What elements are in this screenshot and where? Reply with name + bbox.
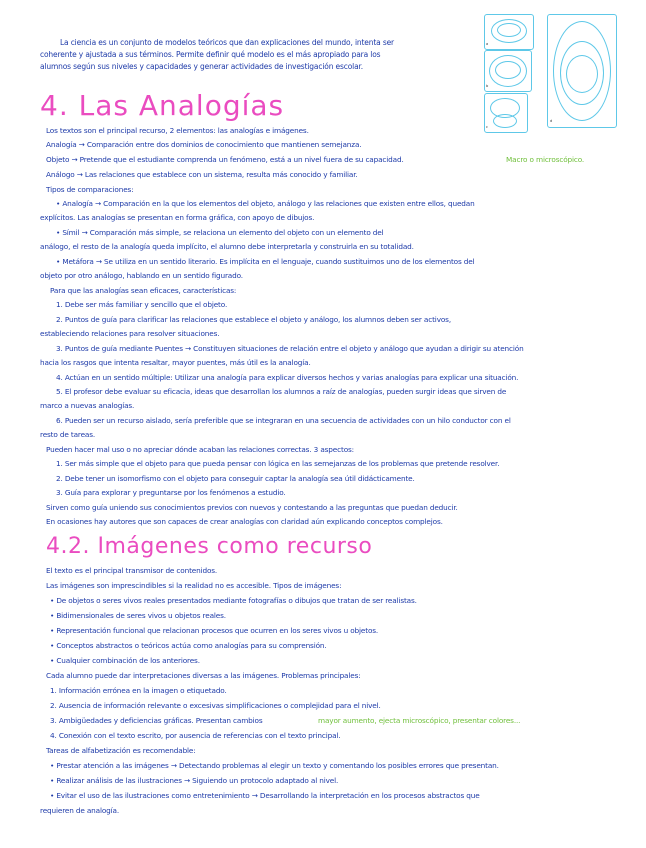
- text-line: • Representación funcional que relacionan procesos que ocurren en los seres vivos u objetos.: [50, 626, 379, 635]
- intro-line: coherente y ajustada a sus términos. Permite definir qué modelo es el más apropiado para los: [40, 50, 381, 59]
- text-line: 1. Ser más simple que el objeto para que pueda pensar con lógica en las semejanzas de los problemas que pretende resolver.: [56, 459, 500, 468]
- text-line: resto de tareas.: [40, 430, 96, 439]
- figure-panel-c: c: [484, 93, 528, 133]
- section-title: 4. Las Analogías: [40, 89, 285, 122]
- text-line: marco a nuevas analogías.: [40, 401, 135, 410]
- text-line: Macro o microscópico.: [506, 155, 585, 164]
- text-line: 5. El profesor debe evaluar su eficacia, ideas que desarrollan los alumnos a raíz de analogías, pueden surgir ideas que sirven de: [56, 387, 507, 396]
- text-line: explícitos. Las analogías se presentan en forma gráfica, con apoyo de dibujos.: [40, 213, 315, 222]
- text-line: Tareas de alfabetización es recomendable:: [46, 746, 196, 755]
- text-line: Sirven como guía uniendo sus conocimientos previos con nuevos y contestando a las preguntas que puedan deducir.: [46, 503, 458, 512]
- text-line: Pueden hacer mal uso o no apreciar dónde acaban las relaciones correctas. 3 aspectos:: [46, 445, 354, 454]
- text-line: 4. Actúan en un sentido múltiple: Utilizar una analogía para explicar diversos hechos y varias analogías para explicar una situación.: [56, 373, 519, 382]
- text-line: requieren de analogía.: [40, 806, 120, 815]
- text-line: • Símil → Comparación más simple, se relaciona un elemento del objeto con un elemento del: [56, 228, 384, 237]
- figure-panel-b: b: [484, 50, 532, 92]
- text-line: 3. Puntos de guía mediante Puentes → Constituyen situaciones de relación entre el objeto y análogo que ayudan a dirigir su atención: [56, 344, 524, 353]
- text-line: 1. Información errónea en la imagen o etiquetado.: [50, 686, 227, 695]
- text-line: 2. Debe tener un isomorfismo con el objeto para conseguir captar la analogía sea útil didácticamente.: [56, 474, 415, 483]
- text-line: Análogo → Las relaciones que establece con un sistema, resulta más conocido y familiar.: [46, 170, 358, 179]
- text-line: Cada alumno puede dar interpretaciones diversas a las imágenes. Problemas principales:: [46, 671, 361, 680]
- text-line: estableciendo relaciones para resolver situaciones.: [40, 329, 220, 338]
- text-line: Analogía → Comparación entre dos dominios de conocimiento que mantienen semejanza.: [46, 140, 362, 149]
- text-line: • Analogía → Comparación en la que los elementos del objeto, análogo y las relaciones que existen entre ellos, quedan: [56, 199, 475, 208]
- text-line: Para que las analogías sean eficaces, características:: [50, 286, 237, 295]
- text-line: • De objetos o seres vivos reales presentados mediante fotografías o dibujos que tratan de ser realistas.: [50, 596, 417, 605]
- text-line: Tipos de comparaciones:: [46, 185, 134, 194]
- text-line: • Metáfora → Se utiliza en un sentido literario. Es implícita en el lenguaje, cuando sustituimos uno de los elementos del: [56, 257, 475, 266]
- text-line: Las imágenes son imprescindibles si la realidad no es accesible. Tipos de imágenes:: [46, 581, 342, 590]
- text-line: 1. Debe ser más familiar y sencillo que el objeto.: [56, 300, 228, 309]
- text-line: • Cualquier combinación de los anteriores.: [50, 656, 200, 665]
- text-line: • Conceptos abstractos o teóricos actúa como analogías para su comprensión.: [50, 641, 327, 650]
- text-line: 4. Conexión con el texto escrito, por ausencia de referencias con el texto principal.: [50, 731, 341, 740]
- text-line: análogo, el resto de la analogía queda implícito, el alumno debe interpretarla y construirla en su totalidad.: [40, 242, 414, 251]
- text-line: • Realizar análisis de las ilustraciones → Siguiendo un protocolo adaptado al nivel.: [50, 776, 339, 785]
- text-line: 3. Guía para explorar y preguntarse por los fenómenos a estudio.: [56, 488, 286, 497]
- text-line: objeto por otro análogo, hablando en un sentido figurado.: [40, 271, 243, 280]
- section-title: 4.2. Imágenes como recurso: [46, 534, 373, 559]
- intro-line: alumnos según sus niveles y capacidades y generar actividades de investigación escolar.: [40, 62, 364, 71]
- text-line: • Bidimensionales de seres vivos u objetos reales.: [50, 611, 226, 620]
- figure-panel-a: a: [484, 14, 534, 50]
- text-line: • Prestar atención a las imágenes → Detectando problemas al elegir un texto y comentando los posibles errores que presentan.: [50, 761, 499, 770]
- text-line: 6. Pueden ser un recurso aislado, sería preferible que se integraran en una secuencia de actividades con un hilo conductor con el: [56, 416, 511, 425]
- intro-line: La ciencia es un conjunto de modelos teóricos que dan explicaciones del mundo, intenta ser: [60, 38, 394, 47]
- text-line: 3. Ambigüedades y deficiencias gráficas. Presentan cambios: [50, 716, 263, 725]
- text-line: Los textos son el principal recurso, 2 elementos: las analogías e imágenes.: [46, 126, 309, 135]
- text-line: En ocasiones hay autores que son capaces de crear analogías con claridad aún explicando conceptos complejos.: [46, 517, 443, 526]
- text-line: hacia los rasgos que intenta resaltar, mayor puentes, más útil es la analogía.: [40, 358, 311, 367]
- text-line: El texto es el principal transmisor de contenidos.: [46, 566, 218, 575]
- figure-panel-d: d: [547, 14, 617, 128]
- text-line: 2. Puntos de guía para clarificar las relaciones que establece el objeto y análogo, los alumnos deben ser activos,: [56, 315, 451, 324]
- text-line: 2. Ausencia de información relevante o excesivas simplificaciones o complejidad para el nivel.: [50, 701, 381, 710]
- text-line: Objeto → Pretende que el estudiante comprenda un fenómeno, está a un nivel fuera de su capacidad.: [46, 155, 404, 164]
- text-line: • Evitar el uso de las ilustraciones como entretenimiento → Desarrollando la interpretación en los procesos abstractos que: [50, 791, 480, 800]
- text-line: mayor aumento, ejecta microscópico, presentar colores...: [318, 716, 521, 725]
